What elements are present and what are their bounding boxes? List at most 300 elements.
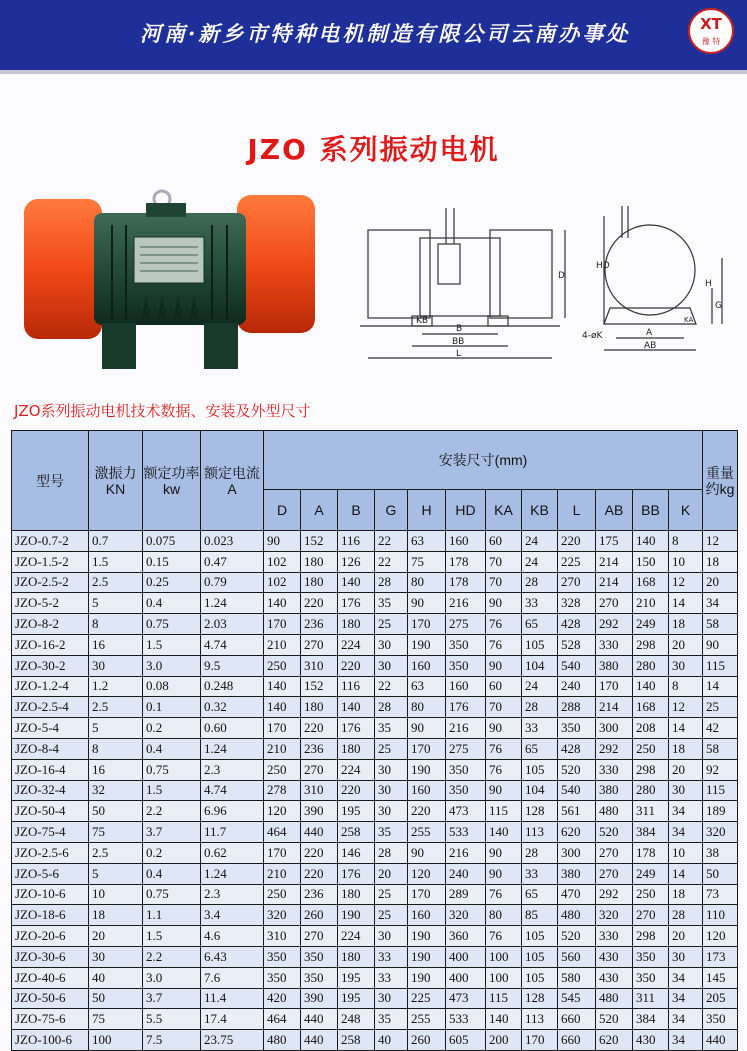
header-dim-kb: KB: [522, 490, 558, 531]
table-cell: 480: [558, 905, 596, 926]
table-cell: 34: [669, 967, 703, 988]
table-cell: 195: [338, 967, 375, 988]
table-cell: 210: [633, 593, 669, 614]
table-cell: 178: [446, 551, 486, 572]
table-cell: 0.023: [201, 531, 264, 552]
table-cell: 4.74: [201, 634, 264, 655]
table-cell: 160: [408, 655, 446, 676]
label-l: L: [456, 349, 462, 359]
table-cell: 30: [669, 946, 703, 967]
table-cell: 1.1: [143, 905, 201, 926]
table-cell: JZO-0.7-2: [12, 531, 89, 552]
table-cell: 20: [669, 926, 703, 947]
table-cell: 40: [89, 967, 143, 988]
table-cell: JZO-32-4: [12, 780, 89, 801]
table-cell: 533: [446, 822, 486, 843]
table-cell: 18: [703, 551, 738, 572]
table-cell: JZO-40-6: [12, 967, 89, 988]
table-cell: 34: [703, 593, 738, 614]
table-cell: 280: [633, 780, 669, 801]
header-dim-l: L: [558, 490, 596, 531]
table-cell: JZO-100-6: [12, 1030, 89, 1051]
table-cell: 278: [264, 780, 301, 801]
table-cell: 128: [522, 988, 558, 1009]
table-cell: JZO-20-6: [12, 926, 89, 947]
table-cell: 30: [89, 655, 143, 676]
table-cell: 0.4: [143, 593, 201, 614]
table-cell: 400: [446, 967, 486, 988]
table-cell: 420: [264, 988, 301, 1009]
table-cell: 8: [89, 614, 143, 635]
table-row: [12, 738, 738, 759]
table-cell: 76: [486, 614, 522, 635]
table-cell: 0.15: [143, 551, 201, 572]
header-dim-g: G: [375, 490, 408, 531]
table-cell: 7.6: [201, 967, 264, 988]
table-cell: 30: [375, 988, 408, 1009]
table-cell: 116: [338, 531, 375, 552]
table-cell: 3.0: [143, 967, 201, 988]
table-cell: 260: [408, 1030, 446, 1051]
table-cell: 0.4: [143, 738, 201, 759]
table-cell: 280: [633, 655, 669, 676]
table-cell: 195: [338, 988, 375, 1009]
table-cell: 25: [375, 905, 408, 926]
table-row: [12, 634, 738, 655]
table-cell: 180: [338, 614, 375, 635]
table-cell: 146: [338, 842, 375, 863]
table-cell: 16: [89, 634, 143, 655]
table-cell: 105: [522, 967, 558, 988]
left-foot: [102, 323, 136, 369]
table-cell: 160: [408, 905, 446, 926]
table-cell: 30: [375, 655, 408, 676]
table-cell: 20: [89, 926, 143, 947]
company-logo: [688, 8, 734, 54]
table-cell: 168: [633, 572, 669, 593]
table-cell: 240: [558, 676, 596, 697]
table-cell: 214: [596, 551, 633, 572]
table-cell: 390: [301, 801, 338, 822]
table-cell: 8: [669, 676, 703, 697]
table-cell: 50: [89, 988, 143, 1009]
table-row: [12, 655, 738, 676]
table-cell: 270: [633, 905, 669, 926]
table-cell: JZO-5-6: [12, 863, 89, 884]
table-cell: 190: [408, 926, 446, 947]
table-cell: 480: [596, 988, 633, 1009]
table-cell: 17.4: [201, 1009, 264, 1030]
table-cell: 35: [375, 593, 408, 614]
table-cell: 292: [596, 738, 633, 759]
table-cell: 200: [486, 1030, 522, 1051]
page-title: JZO 系列振动电机: [247, 133, 500, 166]
table-cell: 90: [703, 634, 738, 655]
table-cell: 0.62: [201, 842, 264, 863]
nameplate: [134, 237, 204, 283]
table-cell: 533: [446, 1009, 486, 1030]
table-cell: 25: [375, 738, 408, 759]
table-cell: 76: [486, 884, 522, 905]
table-cell: 28: [375, 697, 408, 718]
table-cell: 360: [446, 926, 486, 947]
table-cell: 102: [264, 551, 301, 572]
table-cell: 289: [446, 884, 486, 905]
table-cell: 310: [301, 655, 338, 676]
table-cell: 115: [486, 801, 522, 822]
table-cell: JZO-2.5-4: [12, 697, 89, 718]
table-cell: 30: [375, 801, 408, 822]
table-cell: 6.43: [201, 946, 264, 967]
table-cell: 250: [264, 655, 301, 676]
label-ka: KA: [684, 316, 694, 324]
table-cell: 384: [633, 822, 669, 843]
table-cell: 76: [486, 634, 522, 655]
table-cell: 480: [264, 1030, 301, 1051]
table-row: [12, 905, 738, 926]
table-cell: 5: [89, 863, 143, 884]
table-cell: 140: [338, 697, 375, 718]
table-cell: 350: [446, 780, 486, 801]
table-cell: 28: [375, 572, 408, 593]
table-cell: 150: [633, 551, 669, 572]
label-g: G: [715, 301, 722, 311]
table-cell: 220: [338, 655, 375, 676]
table-cell: 1.5: [143, 780, 201, 801]
table-cell: 190: [408, 967, 446, 988]
table-cell: 90: [486, 593, 522, 614]
table-cell: 16: [89, 759, 143, 780]
table-cell: 0.79: [201, 572, 264, 593]
table-cell: 90: [486, 655, 522, 676]
table-cell: 5: [89, 718, 143, 739]
table-cell: 34: [669, 1030, 703, 1051]
header-dim-k: K: [669, 490, 703, 531]
table-cell: 28: [522, 842, 558, 863]
table-cell: 80: [486, 905, 522, 926]
table-cell: 20: [669, 759, 703, 780]
table-cell: 2.5: [89, 842, 143, 863]
table-cell: 275: [446, 738, 486, 759]
table-cell: 224: [338, 759, 375, 780]
table-cell: JZO-16-2: [12, 634, 89, 655]
table-cell: 75: [408, 551, 446, 572]
table-cell: 90: [408, 842, 446, 863]
table-cell: 189: [703, 801, 738, 822]
table-cell: JZO-50-4: [12, 801, 89, 822]
table-cell: 180: [338, 946, 375, 967]
table-cell: 33: [522, 593, 558, 614]
table-cell: 1.5: [143, 926, 201, 947]
table-cell: 390: [301, 988, 338, 1009]
table-cell: 298: [633, 634, 669, 655]
table-cell: 58: [703, 738, 738, 759]
table-cell: 208: [633, 718, 669, 739]
table-cell: 250: [633, 884, 669, 905]
table-cell: 1.2: [89, 676, 143, 697]
table-cell: 12: [703, 531, 738, 552]
header-force: 激振力KN: [89, 431, 143, 531]
table-cell: 116: [338, 676, 375, 697]
label-4k: 4-øK: [582, 331, 603, 341]
table-cell: 76: [486, 738, 522, 759]
table-row: [12, 697, 738, 718]
table-row: [12, 946, 738, 967]
table-cell: 170: [264, 614, 301, 635]
table-cell: 350: [633, 967, 669, 988]
table-cell: 310: [264, 926, 301, 947]
table-cell: 292: [596, 884, 633, 905]
table-row: [12, 676, 738, 697]
table-cell: 190: [408, 759, 446, 780]
table-cell: 105: [522, 926, 558, 947]
table-cell: 2.03: [201, 614, 264, 635]
table-cell: JZO-5-2: [12, 593, 89, 614]
table-cell: 2.5: [89, 697, 143, 718]
table-cell: 4.6: [201, 926, 264, 947]
table-cell: 210: [264, 863, 301, 884]
table-cell: 34: [669, 801, 703, 822]
table-cell: 110: [703, 905, 738, 926]
table-cell: 180: [338, 738, 375, 759]
table-cell: 1.24: [201, 863, 264, 884]
table-cell: 8: [669, 531, 703, 552]
table-row: [12, 988, 738, 1009]
table-cell: 170: [264, 842, 301, 863]
header-model: 型号: [12, 431, 89, 531]
table-cell: 140: [264, 593, 301, 614]
table-cell: JZO-2.5-2: [12, 572, 89, 593]
table-cell: 30: [669, 655, 703, 676]
table-cell: 168: [633, 697, 669, 718]
table-row: [12, 572, 738, 593]
table-cell: 3.7: [143, 822, 201, 843]
label-bb: BB: [452, 337, 465, 347]
table-cell: 176: [338, 863, 375, 884]
table-cell: 90: [408, 718, 446, 739]
table-cell: 18: [89, 905, 143, 926]
table-cell: 428: [558, 738, 596, 759]
table-cell: 65: [522, 738, 558, 759]
table-cell: 24: [522, 531, 558, 552]
table-cell: 120: [703, 926, 738, 947]
table-cell: 34: [669, 988, 703, 1009]
table-cell: 42: [703, 718, 738, 739]
table-cell: JZO-30-2: [12, 655, 89, 676]
table-row: [12, 842, 738, 863]
table-cell: 34: [669, 822, 703, 843]
table-cell: 220: [301, 718, 338, 739]
table-cell: 380: [558, 863, 596, 884]
table-cell: 120: [408, 863, 446, 884]
table-cell: 126: [338, 551, 375, 572]
table-cell: 25: [703, 697, 738, 718]
table-cell: 473: [446, 988, 486, 1009]
table-cell: 75: [89, 1009, 143, 1030]
table-cell: 430: [596, 967, 633, 988]
table-cell: 216: [446, 842, 486, 863]
table-cell: 25: [375, 614, 408, 635]
table-cell: 330: [596, 634, 633, 655]
table-cell: 170: [264, 718, 301, 739]
table-cell: 0.7: [89, 531, 143, 552]
table-cell: 6.96: [201, 801, 264, 822]
label-h: H: [705, 279, 712, 289]
table-cell: 7.5: [143, 1030, 201, 1051]
table-cell: JZO-8-4: [12, 738, 89, 759]
table-cell: 8: [89, 738, 143, 759]
table-cell: 1.5: [89, 551, 143, 572]
table-cell: 236: [301, 884, 338, 905]
table-cell: 28: [522, 697, 558, 718]
table-cell: 63: [408, 676, 446, 697]
table-cell: 113: [522, 1009, 558, 1030]
table-cell: 220: [408, 801, 446, 822]
table-cell: 250: [633, 738, 669, 759]
table-cell: JZO-8-2: [12, 614, 89, 635]
table-cell: 30: [375, 780, 408, 801]
table-cell: 33: [522, 863, 558, 884]
table-cell: 470: [558, 884, 596, 905]
table-cell: 145: [703, 967, 738, 988]
table-cell: 440: [301, 1009, 338, 1030]
table-cell: 3.7: [143, 988, 201, 1009]
table-cell: 0.75: [143, 759, 201, 780]
left-weight-cover: [24, 199, 102, 339]
table-cell: 152: [301, 531, 338, 552]
table-cell: 258: [338, 1030, 375, 1051]
table-cell: 350: [446, 655, 486, 676]
table-cell: 14: [703, 676, 738, 697]
table-cell: 92: [703, 759, 738, 780]
table-cell: 30: [669, 780, 703, 801]
table-cell: 430: [633, 1030, 669, 1051]
label-d: D: [558, 271, 565, 281]
table-cell: JZO-30-6: [12, 946, 89, 967]
table-cell: 20: [703, 572, 738, 593]
table-cell: 540: [558, 655, 596, 676]
table-cell: 0.075: [143, 531, 201, 552]
table-cell: 5.5: [143, 1009, 201, 1030]
table-cell: 70: [486, 572, 522, 593]
table-cell: 22: [375, 676, 408, 697]
table-cell: 320: [703, 822, 738, 843]
table-cell: 320: [264, 905, 301, 926]
table-cell: 0.248: [201, 676, 264, 697]
header-dim-bb: BB: [633, 490, 669, 531]
table-cell: 180: [301, 697, 338, 718]
table-cell: JZO-16-4: [12, 759, 89, 780]
table-cell: 104: [522, 655, 558, 676]
table-cell: 115: [703, 780, 738, 801]
table-cell: 0.2: [143, 718, 201, 739]
right-weight-cover: [237, 195, 315, 333]
table-cell: 0.75: [143, 884, 201, 905]
table-cell: 10: [669, 842, 703, 863]
table-cell: 60: [486, 676, 522, 697]
table-cell: 270: [301, 926, 338, 947]
table-cell: 236: [301, 738, 338, 759]
table-cell: 170: [408, 884, 446, 905]
table-cell: 1.5: [143, 634, 201, 655]
table-cell: 23.75: [201, 1030, 264, 1051]
table-cell: 545: [558, 988, 596, 1009]
table-row: [12, 822, 738, 843]
table-cell: 1.24: [201, 738, 264, 759]
table-cell: 216: [446, 718, 486, 739]
table-cell: 464: [264, 1009, 301, 1030]
table-row: [12, 593, 738, 614]
table-cell: 350: [264, 967, 301, 988]
table-cell: 20: [375, 863, 408, 884]
table-cell: 225: [558, 551, 596, 572]
table-cell: 220: [301, 593, 338, 614]
table-cell: 384: [633, 1009, 669, 1030]
table-cell: 214: [596, 572, 633, 593]
table-cell: 38: [703, 842, 738, 863]
table-cell: 1.24: [201, 593, 264, 614]
header-current: 额定电流A: [201, 431, 264, 531]
table-cell: 24: [522, 676, 558, 697]
table-cell: 298: [633, 926, 669, 947]
table-cell: 660: [558, 1009, 596, 1030]
table-cell: 660: [558, 1030, 596, 1051]
table-cell: 80: [408, 572, 446, 593]
table-cell: 560: [558, 946, 596, 967]
table-row: [12, 531, 738, 552]
table-cell: 115: [486, 988, 522, 1009]
table-cell: 34: [669, 1009, 703, 1030]
table-cell: 4.74: [201, 780, 264, 801]
table-cell: 65: [522, 884, 558, 905]
logo-mark: XT: [700, 15, 722, 33]
table-cell: 160: [446, 676, 486, 697]
table-cell: 5: [89, 593, 143, 614]
table-cell: 50: [703, 863, 738, 884]
right-foot: [204, 323, 238, 369]
table-cell: 152: [301, 676, 338, 697]
table-cell: JZO-50-6: [12, 988, 89, 1009]
header-dim-d: D: [264, 490, 301, 531]
table-cell: 115: [703, 655, 738, 676]
table-cell: 176: [338, 718, 375, 739]
table-cell: 18: [669, 738, 703, 759]
table-cell: 24: [522, 551, 558, 572]
table-cell: 528: [558, 634, 596, 655]
table-cell: 170: [408, 738, 446, 759]
table-cell: 380: [596, 655, 633, 676]
table-cell: JZO-1.2-4: [12, 676, 89, 697]
table-cell: 113: [522, 822, 558, 843]
table-cell: 18: [669, 884, 703, 905]
table-cell: 50: [89, 801, 143, 822]
table-cell: 216: [446, 593, 486, 614]
table-cell: 605: [446, 1030, 486, 1051]
table-cell: 320: [446, 905, 486, 926]
table-cell: 520: [558, 759, 596, 780]
table-cell: 580: [558, 967, 596, 988]
table-cell: 270: [301, 759, 338, 780]
table-cell: 22: [375, 551, 408, 572]
motor-photo: [22, 185, 317, 380]
table-row: [12, 718, 738, 739]
table-cell: 11.7: [201, 822, 264, 843]
dimension-drawing: [360, 198, 740, 373]
table-cell: 224: [338, 634, 375, 655]
table-cell: 311: [633, 988, 669, 1009]
table-cell: 440: [301, 822, 338, 843]
table-cell: 310: [301, 780, 338, 801]
